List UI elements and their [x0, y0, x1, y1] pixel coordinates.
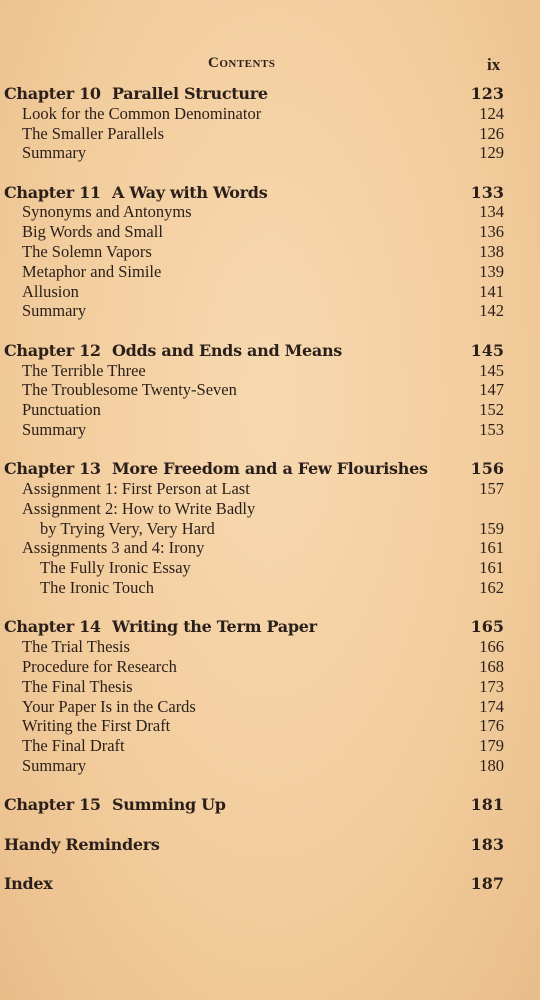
entry-title: Look for the Common Denominator: [22, 103, 262, 123]
chapter-name: A Way with Words: [112, 182, 268, 202]
entry-page-number: 136: [479, 222, 504, 242]
entry-title: Synonyms and Antonyms: [22, 202, 192, 222]
toc-entry: [0, 420, 520, 440]
entry-page-number: 159: [479, 518, 504, 538]
entry-title: The Solemn Vapors: [22, 242, 152, 262]
chapter-heading: [0, 795, 520, 815]
entry-title: Summary: [22, 143, 87, 163]
page-number: ix: [487, 55, 501, 74]
chapter-heading: [0, 835, 520, 855]
toc-entry: [0, 400, 520, 420]
toc-entry: [0, 301, 520, 321]
toc-entry: [0, 242, 520, 262]
entry-page-number: 161: [479, 538, 504, 558]
entry-title: The Terrible Three: [22, 360, 146, 380]
chapter-heading: [0, 341, 520, 361]
chapter-page-number: 133: [470, 182, 504, 202]
toc-section: [0, 459, 520, 598]
entry-page-number: 145: [479, 360, 504, 380]
entry-title: Punctuation: [22, 400, 101, 420]
table-of-contents: [0, 84, 520, 913]
chapter-number: Chapter 13: [4, 459, 101, 479]
chapter-page-number: 187: [470, 873, 504, 893]
entry-title: The Final Draft: [22, 736, 125, 756]
entry-title: The Troublesome Twenty-Seven: [22, 380, 237, 400]
entry-title: Procedure for Research: [22, 656, 177, 676]
toc-entry: [0, 202, 520, 222]
entry-page-number: 161: [479, 558, 504, 578]
chapter-title: [4, 84, 268, 104]
toc-section: [0, 341, 520, 440]
entry-page-number: 174: [479, 696, 504, 716]
chapter-heading: [0, 459, 520, 479]
toc-entry: [0, 380, 520, 400]
entry-title: Allusion: [22, 281, 79, 301]
chapter-name: Writing the Term Paper: [112, 617, 317, 637]
toc-entry: [0, 538, 520, 558]
toc-entry: [0, 756, 520, 776]
chapter-page-number: 165: [470, 617, 504, 637]
entry-page-number: 173: [479, 676, 504, 696]
chapter-title: [4, 835, 160, 855]
entry-title: by Trying Very, Very Hard: [40, 518, 215, 538]
chapter-number: Chapter 14: [4, 617, 101, 637]
toc-section: [0, 84, 520, 163]
toc-section: [0, 795, 520, 815]
entry-title: Assignment 2: How to Write Badly: [22, 498, 256, 518]
chapter-name: Parallel Structure: [112, 84, 268, 103]
entry-title: Big Words and Small: [22, 222, 163, 242]
chapter-number: Chapter 15: [4, 795, 101, 815]
entry-page-number: 168: [479, 656, 504, 676]
entry-title: Metaphor and Simile: [22, 261, 162, 281]
toc-entry: [0, 262, 520, 282]
toc-section: [0, 835, 520, 855]
entry-title: The Fully Ironic Essay: [40, 558, 191, 578]
toc-section: [0, 874, 520, 894]
chapter-name: Handy Reminders: [4, 834, 160, 854]
toc-entry: [0, 124, 520, 144]
entry-title: Assignments 3 and 4: Irony: [22, 538, 205, 558]
entry-page-number: 153: [479, 419, 504, 439]
chapter-title: [4, 874, 53, 894]
entry-page-number: 152: [479, 400, 504, 420]
toc-entry: [0, 697, 520, 717]
entry-page-number: 124: [479, 103, 504, 123]
entry-title: The Trial Thesis: [22, 637, 130, 657]
chapter-heading: [0, 617, 520, 637]
chapter-name: More Freedom and a Few Flourishes: [112, 459, 428, 479]
toc-entry: [0, 657, 520, 677]
chapter-title: [4, 341, 342, 361]
chapter-name: Odds and Ends and Means: [112, 340, 342, 360]
chapter-title: [4, 795, 226, 815]
chapter-heading: [0, 84, 520, 104]
entry-page-number: 139: [479, 261, 504, 281]
entry-title: Assignment 1: First Person at Last: [22, 479, 250, 499]
toc-section: [0, 617, 520, 775]
page-title: Contents: [208, 55, 276, 71]
entry-page-number: 134: [479, 202, 504, 222]
chapter-page-number: 183: [470, 834, 504, 854]
chapter-number: Chapter 11: [4, 182, 101, 202]
entry-title: Your Paper Is in the Cards: [22, 696, 196, 716]
toc-entry: [0, 222, 520, 242]
entry-title: The Smaller Parallels: [22, 123, 165, 143]
chapter-title: [4, 459, 428, 479]
toc-entry: [0, 143, 520, 163]
entry-title: The Ironic Touch: [40, 578, 155, 598]
entry-page-number: 157: [479, 479, 504, 499]
chapter-page-number: 123: [470, 84, 504, 103]
entry-page-number: 166: [479, 637, 504, 657]
chapter-name: Index: [4, 873, 53, 893]
toc-section: [0, 183, 520, 322]
toc-entry: [0, 716, 520, 736]
entry-page-number: 142: [479, 301, 504, 321]
entry-page-number: 162: [479, 578, 504, 598]
toc-entry: [0, 499, 520, 519]
toc-entry: [0, 578, 520, 598]
toc-entry: [0, 282, 520, 302]
chapter-page-number: 181: [470, 795, 504, 815]
toc-entry: [0, 558, 520, 578]
entry-page-number: 176: [479, 716, 504, 736]
toc-entry: [0, 479, 520, 499]
entry-title: Summary: [22, 755, 87, 775]
entry-page-number: 147: [479, 380, 504, 400]
entry-page-number: 129: [479, 143, 504, 163]
entry-title: The Final Thesis: [22, 676, 133, 696]
entry-title: Summary: [22, 419, 87, 439]
toc-entry: [0, 361, 520, 381]
entry-page-number: 138: [479, 242, 504, 262]
chapter-number: Chapter 10: [4, 84, 101, 103]
entry-title: Summary: [22, 301, 87, 321]
toc-entry: [0, 637, 520, 657]
entry-page-number: 126: [479, 123, 504, 143]
entry-page-number: 141: [479, 281, 504, 301]
page-header: [0, 55, 540, 77]
chapter-page-number: 145: [470, 340, 504, 360]
chapter-heading: [0, 874, 520, 894]
chapter-title: [4, 183, 267, 203]
entry-page-number: 180: [479, 755, 504, 775]
toc-entry: [0, 519, 520, 539]
entry-page-number: 179: [479, 736, 504, 756]
toc-entry: [0, 104, 520, 124]
chapter-heading: [0, 183, 520, 203]
toc-entry: [0, 736, 520, 756]
chapter-number: Chapter 12: [4, 340, 101, 360]
chapter-name: Summing Up: [112, 795, 226, 815]
entry-title: Writing the First Draft: [22, 716, 171, 736]
chapter-title: [4, 617, 317, 637]
toc-entry: [0, 677, 520, 697]
chapter-page-number: 156: [470, 459, 504, 479]
